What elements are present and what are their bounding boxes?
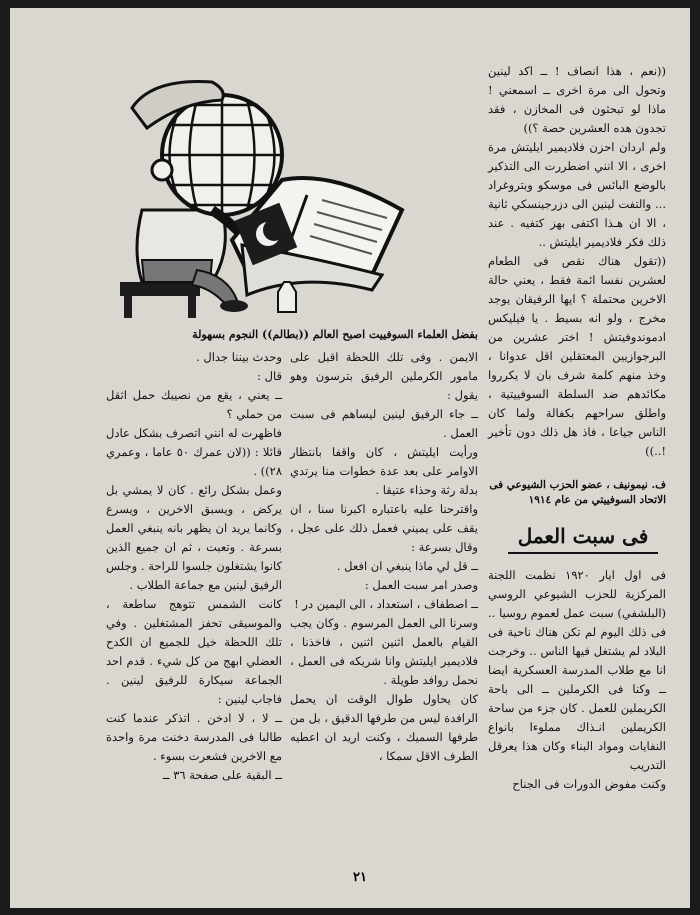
continuation-note: ــ البقية على صفحة ٣٦ ــ — [162, 768, 282, 782]
page-number: ٢١ — [353, 870, 367, 885]
article-column-bottom-right — [488, 566, 666, 794]
paragraph: كان يحاول طوال الوقت ان يحمل الرافدة ليس من طرفها الدقيق ، بل من طرفها السميك ، وكنت اريد ان اعطيه الطرف الاقل سمكا ، — [290, 692, 478, 763]
paragraph: كانت الشمس تتوهج ساطعة ، والموسيقى تحفز المشتغلين . وفي تلك اللحظة خيل للجميع ان الكدح العضلي ابهج من كل شيء . قدم احد الجماعة سيكارة للرفيق لينين . فاجاب لينين : — [106, 597, 282, 706]
paragraph: واقترحنا عليه باعتباره اكبرنا سنا ، ان يقف على يميني فعمل ذلك على عجل ، وقال بسرعة : — [290, 502, 478, 554]
article-column-right — [488, 62, 666, 461]
paragraph: ــ قل لي ماذا ينبغي ان افعل . — [336, 559, 478, 573]
paragraph: فى اول ايار ١٩٢٠ نظمت اللجنة المركزية للحزب الشيوعي الروسي (البلشفي) سبت عمل لعموم روسيا .. فى ذلك اليوم لم تكن هناك ناحية فى البلاد لم يشتغل فيها الناس .. وخرجت انا مع طلاب المدرسة العسكرية ايضا ــ وكنا فى الكرملين ــ الى باحة الكريملين للعمل . كان جزء من ساحة الكريملين انـذاك مملوءا بانواع النفايات ومواد البناء وكان هذا يعرقل التدريب — [488, 568, 666, 772]
paragraph: ــ يعني ، يقع من نصيبك حمل اثقل من حملي ؟ — [106, 388, 282, 421]
paragraph: وصدر امر سبت العمل : — [364, 578, 478, 592]
illustration-caption: بفضل العلماء السوفييت اصبح العالم ((بطالم)) النجوم بسهولة — [192, 328, 478, 341]
magazine-page — [10, 8, 690, 908]
section-title: فى سبت العمل — [508, 524, 658, 554]
article-column-left — [106, 348, 282, 785]
paragraph: ((تقول هناك نقص فى الطعام لعشرين نفسا ائمة فقط ، يعني حالة الاخرين محتملة ؟ ايها الرفيقان يوجد مخرج ، ولو انه بسيط . يا فيليكس ادموندوفيتش ! اختر عشرين من البرجوازيين المعتقلين اقل عدوانا ، وخذ منهم كلمة شرف بان لا يكرروا مكائدهم ضد السلطة السوفييتية ، واطلق سراحهم بكفالة ولما كان الناس جياعا ، فاذ هل ذلك دون تأخير !..)) — [488, 254, 666, 458]
paragraph: وكنت مفوض الدورات فى الجناح — [512, 777, 666, 791]
paragraph: ولم اردان احزن فلاديمير ايليتش مرة اخرى ، الا انني اضطررت الى التذكير بالوضع البائس فى موسكو وبتروغراد ... والتفت لينين الى دزرجينسكي ثانية ، الا ان هـذا اكتفى بهز كتفيه . عند ذلك فكر فلاديمير ايليتش .. — [488, 140, 666, 249]
paragraph: ورأيت ايليتش ، كان واقفا بانتظار الاوامر على بعد عدة خطوات منا يرتدي بدلة رثة وحذاء عتيقا . — [290, 445, 478, 497]
paragraph: وسرنا الى العمل المرسوم . وكان يجب القيام بالعمل اثنين اثنين ، فاخذنا ، فلاديمير ايليتش وانا شريكه فى العمل ، نحمل روافد طويلة . — [290, 616, 478, 687]
paragraph: فاظهرت له انني اتصرف بشكل عادل قائلا : ((لان عمرك ٥٠ عاما ، وعمري ٢٨)) . — [106, 426, 282, 478]
astronomer-illustration — [102, 60, 422, 322]
paragraph: وعمل بشكل رائع . كان لا يمشي بل يركض ، ويسبق الاخرين ، ويسرع وكانما يريد ان يظهر بانه ينبغي العمل بسرعة . وتعبت ، ثم ان جميع الذين كانوا يشتغلون جلسوا للراحة . وجلس الرفيق لينين مع جماعة الطلاب . — [106, 483, 282, 592]
author-credit: ف. نيمونيف ، عضو الحزب الشيوعي فى الاتحاد السوفييتي من عام ١٩١٤ — [489, 479, 666, 506]
paragraph: ــ جاء الرفيق لينين ليساهم فى سبت العمل . — [290, 407, 478, 440]
paragraph: ((نعم ، هذا انصاف ! ــ اكد لينين وتحول الى مرة اخرى ــ اسمعني ! ماذا لو تبحثون فى المخازن ، فقد تجدون هده العشرين حصة ؟)) — [488, 64, 666, 135]
paragraph: قال : — [257, 369, 282, 383]
paragraph: الايمن . وفى تلك اللحظة اقبل على مامور الكرملين الرفيق بترسون وهو يقول : — [290, 350, 478, 402]
paragraph: وحدث بيننا جدال . — [196, 350, 282, 364]
article-column-middle — [290, 348, 478, 766]
paragraph: ــ لا ، لا ادخن . اتذكر عندما كنت طالبا فى المدرسة دخنت مرة واحدة مع الاخرين فشعرت بسوء . — [106, 711, 282, 763]
paragraph: ــ اصطفاف ، استعداد ، الى اليمين در ! — [294, 597, 478, 611]
